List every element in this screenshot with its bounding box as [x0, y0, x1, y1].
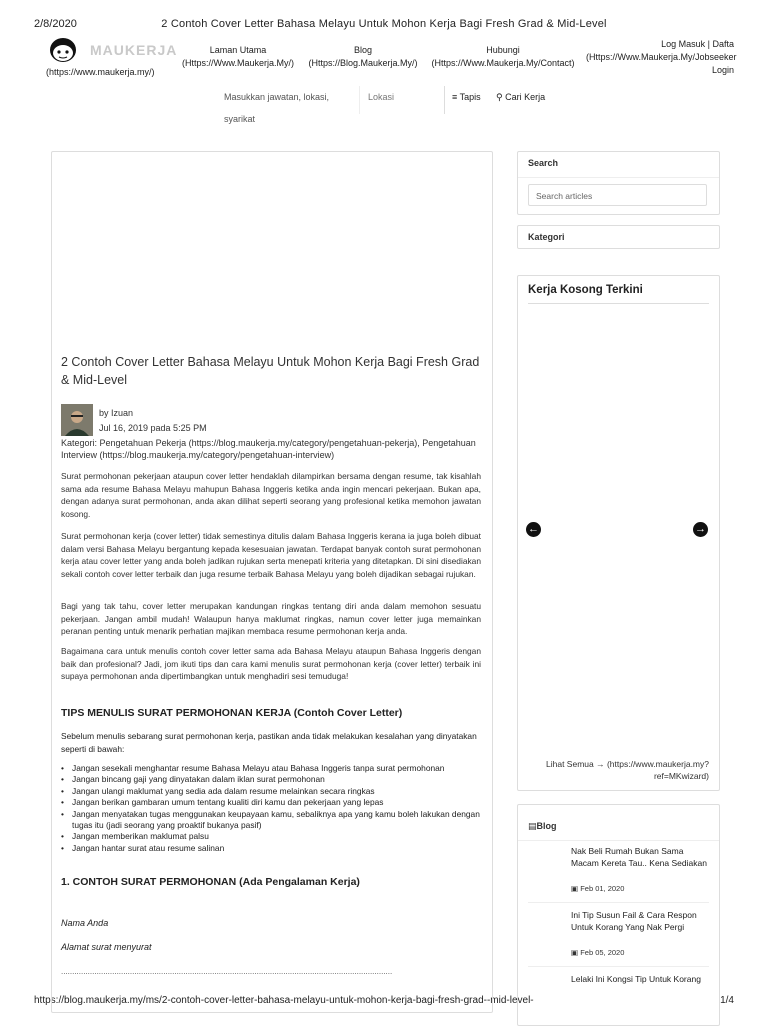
divider — [518, 840, 719, 841]
print-title: 2 Contoh Cover Letter Bahasa Melayu Untuk Mohon Kerja Bagi Fresh Grad & Mid-Level — [161, 18, 607, 30]
letter-address-line: Alamat surat menyurat — [61, 942, 152, 952]
nav-login-link[interactable] — [586, 38, 737, 77]
calendar-icon: ▣ — [571, 948, 579, 957]
list-item: • Jangan hantar surat atau resume salinan — [61, 843, 481, 854]
article-title: 2 Contoh Cover Letter Bahasa Melayu Untuk Mohon Kerja Bagi Fresh Grad & Mid-Level — [61, 355, 480, 387]
blog-heading — [528, 821, 557, 832]
nav-login-tail: Login — [711, 65, 734, 75]
job-location-input[interactable]: Lokasi — [368, 86, 445, 114]
article-paragraph-4: Bagaimana cara untuk menulis contoh cover letter sama ada Bahasa Melayu ataupun Bahasa Inggeris dengan baik dan profesional? Jadi, jom ikuti tips dan cara kami menulis surat permohonan kerja (cover letter) terbaik ini supaya permohonan anda dipertimbangkan untuk menghadiri sesi temuduga! — [61, 646, 481, 682]
sidebar-search-panel — [517, 151, 720, 215]
carousel-next-arrow-icon[interactable]: → — [695, 523, 706, 535]
author-avatar — [61, 404, 93, 436]
author-photo-icon — [61, 404, 93, 436]
article-date: Jul 16, 2019 pada 5:25 PM — [99, 423, 207, 433]
nav-contact-label: Hubungi — [486, 45, 520, 55]
nav-home-link[interactable] — [178, 44, 298, 70]
divider — [528, 966, 709, 967]
article-paragraph-3: Bagi yang tak tahu, cover letter merupakan kandungan ringkas tentang diri anda dalam memohon sesuatu pekerjaan. Jangan ambil mudah! Walaupun hanya maklumat ringkas, namun cover letter juga memainkan peranan penting untuk menarik perhatian majikan membaca resume permohonan kerja anda. — [61, 601, 481, 637]
nav-login-url: (Https://Www.Maukerja.My/Jobseeker — [586, 52, 737, 62]
tips-heading: TIPS MENULIS SURAT PERMOHONAN KERJA (Contoh Cover Letter) — [61, 707, 403, 719]
nav-blog-url: (Https://Blog.Maukerja.My/) — [308, 58, 418, 68]
latest-jobs-heading: Kerja Kosong Terkini — [528, 284, 643, 296]
contoh-heading: 1. CONTOH SURAT PERMOHONAN (Ada Pengalaman Kerja) — [61, 876, 360, 888]
filter-label: Tapis — [459, 92, 481, 102]
blog-post-link[interactable]: Ini Tip Susun Fail & Cara Respon Untuk Korang Yang Nak Pergi — [571, 910, 697, 932]
sidebar-blog-panel — [517, 804, 720, 1026]
blog-post-link[interactable]: Lelaki Ini Kongsi Tip Untuk Korang — [571, 974, 701, 984]
print-date: 2/8/2020 — [34, 18, 77, 30]
print-page-number: 1/4 — [720, 995, 734, 1006]
view-all-jobs-link[interactable]: Lihat Semua → (https://www.maukerja.my?ref=MKwizard) — [546, 759, 709, 781]
article-byline — [99, 406, 207, 436]
letter-dotted-line: ..................................................................................................................................................... — [61, 967, 393, 976]
nav-login-label: Log Masuk | Dafta — [661, 39, 734, 49]
print-url: https://blog.maukerja.my/ms/2-contoh-cover-letter-bahasa-melayu-untuk-mohon-kerja-bagi-fresh-grad--mid-level- — [34, 995, 534, 1006]
list-item: • Jangan memberikan maklumat palsu — [61, 831, 481, 842]
tips-intro: Sebelum menulis sebarang surat permohonan kerja, pastikan anda tidak melakukan kesalahan yang dinyatakan seperti di bawah: — [61, 731, 477, 754]
letter-name-line: Nama Anda — [61, 918, 109, 928]
filter-button[interactable] — [452, 86, 481, 108]
list-item: • Jangan menyatakan tugas menggunakan keupayaan kamu, sebaliknya apa yang kamu boleh lakukan dengan tugas itu (jadi seorang yang proaktif bukanya pasif) — [61, 809, 481, 832]
sidebar-kategori-heading: Kategori — [528, 232, 565, 242]
calendar-icon: ▣ — [571, 884, 579, 893]
blog-post-date — [571, 948, 624, 957]
article-categories[interactable]: Kategori: Pengetahuan Pekerja (https://blog.maukerja.my/category/pengetahuan-pekerja), Pengetahuan Interview (https://blog.maukerja.my/category/pengetahuan-interview) — [61, 438, 476, 460]
divider — [528, 902, 709, 903]
nav-contact-link[interactable] — [428, 44, 578, 70]
filter-icon: ≡ — [452, 92, 458, 102]
article-search-input[interactable]: Search articles — [528, 184, 707, 206]
latest-jobs-panel — [517, 275, 720, 791]
carousel-prev-arrow-icon[interactable]: ← — [528, 523, 539, 535]
logo-link[interactable]: (https://www.maukerja.my/) — [46, 67, 155, 77]
logo-wordmark: MAUKERJA — [90, 42, 178, 58]
sidebar-kategori-panel[interactable] — [517, 225, 720, 249]
list-item: • Jangan bincang gaji yang dinyatakan dalam iklan surat permohonan — [61, 774, 481, 785]
blog-post-date — [571, 884, 624, 893]
nav-blog-label: Blog — [353, 45, 372, 55]
job-search-bar — [224, 86, 734, 124]
article-paragraph-2: Surat permohonan kerja (cover letter) tidak semestinya ditulis dalam Bahasa Inggeris kerana ia juga boleh dibuat dalam versi Bahasa Melayu bergantung kepada kesesuaian jawatan. Terdapat banyak contoh surat permohonan kerja atau cover letter yang anda boleh jadikan rujukan serta menepati kriteria yang ditetapkan. Di sini disediakan sekali contoh cover letter terbaik dan juga resume terbaik Bahasa Melayu yang boleh dijadikan sebagai rujukan. — [61, 531, 481, 579]
article-author: by Izuan — [99, 408, 134, 418]
nav-home-url: (Https://Www.Maukerja.My/) — [181, 58, 294, 68]
sidebar-search-heading: Search — [528, 158, 559, 168]
blog-icon: ▤ — [528, 821, 537, 831]
list-item: • Jangan berikan gambaran umum tentang kualiti diri kamu dan pekerjaan yang lepas — [61, 797, 481, 808]
blog-post-date-text: Feb 01, 2020 — [580, 884, 625, 893]
blog-heading-label: Blog — [536, 821, 557, 831]
divider — [528, 303, 709, 304]
nav-home-label: Laman Utama — [209, 45, 267, 55]
blog-post-date-text: Feb 05, 2020 — [580, 948, 625, 957]
search-icon: ⚲ — [496, 92, 503, 102]
nav-blog-link[interactable] — [303, 44, 423, 70]
list-item: • Jangan sesekali menghantar resume Bahasa Melayu atau Bahasa Inggeris tanpa surat permohonan — [61, 763, 481, 774]
job-keyword-input[interactable]: Masukkan jawatan, lokasi, syarikat — [224, 86, 360, 114]
blog-post-link[interactable]: Nak Beli Rumah Bukan Sama Macam Kereta Tau.. Kena Sediakan — [571, 846, 707, 868]
article-paragraph-1: Surat permohonan pekerjaan ataupun cover letter hendaklah dilampirkan bersama dengan resume, tak kisahlah sama ada resume Bahasa Melayu mahupun Bahasa Inggeris ketika anda ingin mencari pekerjaan. Bukan apa, dengan adanya surat permohonan, anda akan dilihat seperti seorang yang profesional ketika memohon jawatan kosong. — [61, 471, 481, 519]
find-job-label: Cari Kerja — [505, 92, 546, 102]
nav-contact-url: (Https://Www.Maukerja.My/Contact) — [431, 58, 575, 68]
tips-list — [61, 763, 481, 854]
divider — [518, 177, 719, 178]
list-item: • Jangan ulangi maklumat yang sedia ada dalam resume melainkan secara ringkas — [61, 786, 481, 797]
find-job-button[interactable] — [496, 86, 545, 108]
